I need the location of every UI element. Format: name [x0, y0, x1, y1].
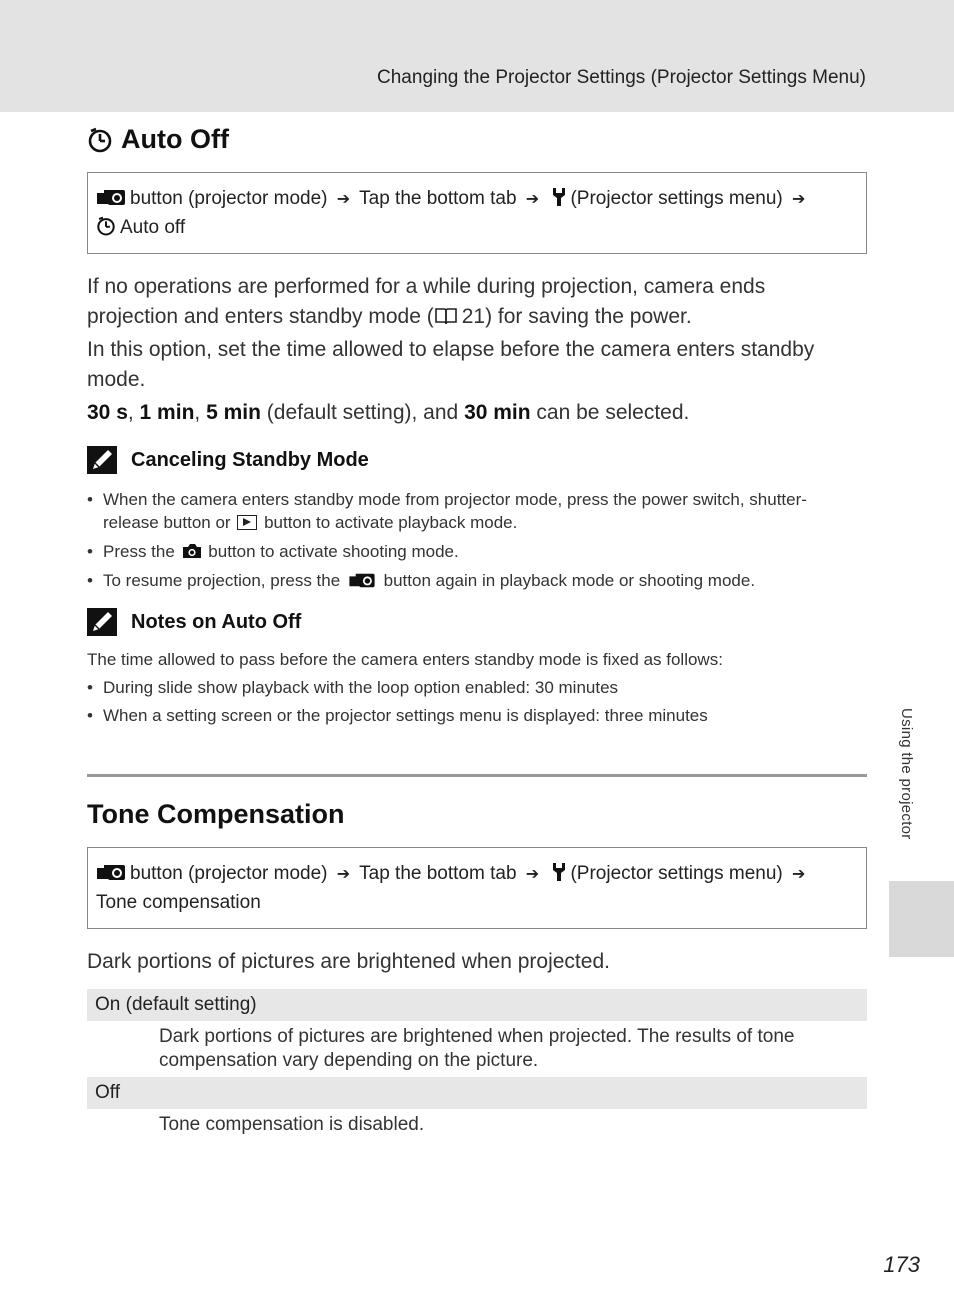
para1-text-b: ) for saving the power. [485, 305, 692, 328]
auto-off-paragraph-1 [87, 272, 857, 332]
options-end-text: can be selected. [530, 401, 690, 424]
projector-mode-icon [96, 862, 126, 882]
note-pencil-icon [87, 608, 117, 636]
tone-compensation-heading: Tone Compensation [87, 799, 345, 829]
auto-off-note-intro: The time allowed to pass before the camera enters standby mode is fixed as follows: [87, 650, 723, 669]
page-number: 173 [883, 1252, 920, 1277]
side-tab-label: Using the projector [898, 708, 915, 840]
list-item: • During slide show playback with the loop option enabled: 30 minutes [87, 676, 857, 699]
tone-nav-step2: Tap the bottom tab [359, 863, 517, 884]
para1-page-ref[interactable]: 21 [461, 305, 486, 328]
canceling-note-title: Canceling Standby Mode [131, 448, 369, 471]
auto-off-options-line [87, 398, 857, 428]
list-item: • When a setting screen or the projector settings menu is displayed: three minutes [87, 704, 857, 727]
bullet2-text-b: button to activate shooting mode. [208, 542, 459, 561]
option-30min: 30 min [464, 401, 531, 424]
wrench-icon [551, 862, 567, 882]
projector-mode-icon [96, 187, 126, 207]
auto-off-nav-box [87, 172, 867, 254]
bullet1-text-a: When the camera enters standby mode from projector mode, press the power switch, shutter-release button or [103, 490, 807, 532]
running-header-title: Changing the Projector Settings (Projector Settings Menu) [377, 67, 866, 88]
option-5min: 5 min [206, 401, 261, 424]
arrow-right-icon: ➔ [336, 191, 351, 208]
wrench-icon [551, 187, 567, 207]
section-divider [87, 774, 867, 777]
option-on-description: Dark portions of pictures are brightened when projected. The results of tone compensation vary depending on the picture. [159, 1026, 795, 1071]
header-band [0, 0, 954, 112]
auto-off-heading-text: Auto Off [121, 124, 229, 154]
tone-nav-step4: Tone compensation [96, 892, 261, 913]
bullet3-text-a: To resume projection, press the [103, 571, 341, 590]
timer-icon [87, 127, 113, 153]
separator: , [194, 401, 207, 424]
auto-off-nav-step2: Tap the bottom tab [359, 188, 517, 209]
options-mid-text: (default setting), and [260, 401, 465, 424]
camera-icon [182, 543, 202, 559]
list-item [87, 540, 857, 563]
timer-icon [96, 216, 116, 236]
list-item [87, 488, 857, 534]
canceling-note-list [87, 488, 857, 598]
tone-compensation-nav-box [87, 847, 867, 929]
projector-mode-icon [348, 571, 376, 589]
bullet2-text-a: Press the [103, 542, 175, 561]
auto-off-paragraph-2: In this option, set the time allowed to elapse before the camera enters standby mode. [87, 338, 815, 391]
canceling-note-heading [87, 446, 369, 474]
auto-off-heading [87, 124, 229, 155]
list-item [87, 569, 857, 592]
bullet1-text-b: button to activate playback mode. [264, 513, 518, 532]
book-reference-icon [434, 307, 458, 325]
bullet3-text-b: button again in playback mode or shooting mode. [383, 571, 756, 590]
auto-off-note-list [87, 676, 857, 733]
tone-nav-step3: (Projector settings menu) [570, 863, 783, 884]
side-tab-marker [889, 881, 954, 957]
arrow-right-icon: ➔ [525, 191, 540, 208]
auto-off-nav-step4: Auto off [120, 217, 186, 238]
para1-text-a: If no operations are performed for a while during projection, camera ends projection and enters standby mode ( [87, 275, 766, 328]
arrow-right-icon: ➔ [336, 866, 351, 883]
arrow-right-icon: ➔ [792, 866, 806, 883]
option-row-on: On (default setting) [87, 989, 867, 1021]
option-row-off: Off [87, 1077, 867, 1109]
arrow-right-icon: ➔ [525, 866, 540, 883]
option-1min: 1 min [139, 401, 195, 424]
auto-off-nav-step3: (Projector settings menu) [570, 188, 783, 209]
arrow-right-icon: ➔ [792, 191, 806, 208]
note-pencil-icon [87, 446, 117, 474]
auto-off-note-heading [87, 608, 301, 636]
option-30s: 30 s [87, 401, 128, 424]
tone-compensation-description: Dark portions of pictures are brightened when projected. [87, 950, 610, 973]
auto-off-note-title: Notes on Auto Off [131, 610, 302, 633]
separator: , [127, 401, 140, 424]
option-off-description: Tone compensation is disabled. [159, 1114, 425, 1135]
tone-nav-button-text: button (projector mode) [130, 863, 328, 884]
playback-button-icon [237, 515, 257, 530]
auto-off-nav-button-text: button (projector mode) [130, 188, 328, 209]
